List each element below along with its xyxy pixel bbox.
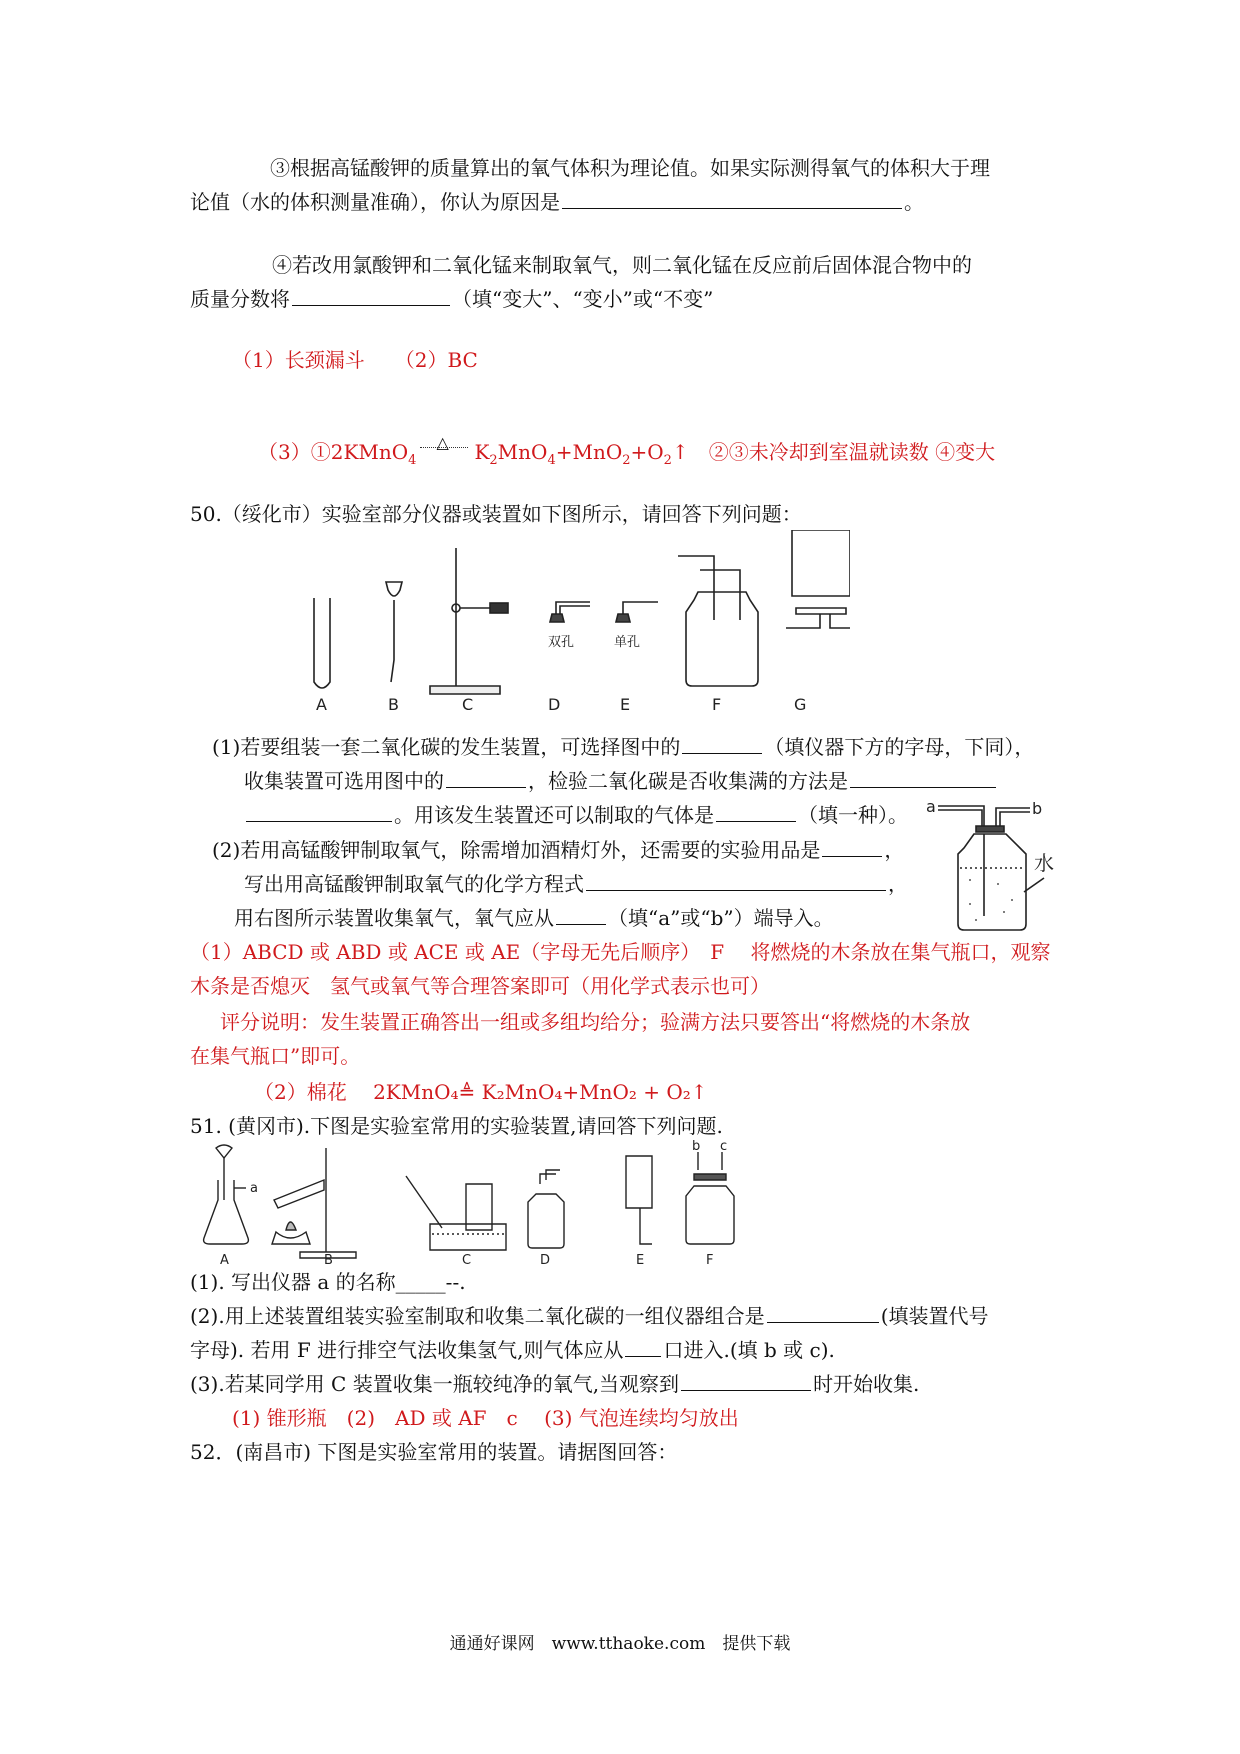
question-text: （填仪器下方的字母，下同）， — [764, 735, 1035, 759]
q49-part4-end: （填“变大”、“变小”或“不变” — [452, 287, 714, 311]
answer-blank[interactable] — [716, 801, 796, 822]
question-text: （填“a”或“b”）端导入。 — [608, 906, 834, 930]
water-label: 水 — [1034, 851, 1054, 875]
answer-text: ↑ ②③未冷却到室温就读数 ④变大 — [671, 440, 996, 464]
answer-text: （3）①2KMnO — [258, 440, 409, 464]
subscript: 4 — [408, 453, 417, 468]
q50-line3 — [244, 801, 908, 829]
figure-label-g: G — [794, 695, 807, 714]
figure-label-d: D — [540, 1253, 551, 1268]
figure-label-d: D — [548, 695, 561, 714]
label-c: c — [720, 1140, 728, 1154]
question-text: ， — [884, 838, 905, 862]
figure-label-f: F — [706, 1253, 714, 1268]
q50-line1 — [212, 733, 1034, 761]
figure-label-b: B — [388, 695, 399, 714]
answer-blank[interactable] — [562, 188, 902, 209]
answer-blank[interactable] — [681, 1370, 811, 1391]
q49-part4-line1: ④若改用氯酸钾和二氧化锰来制取氧气，则二氧化锰在反应前后固体混合物中的 — [272, 253, 972, 277]
port-a-label: a — [926, 800, 936, 816]
question-text: ，检验二氧化碳是否收集满的方法是 — [528, 769, 848, 793]
figure-label-f: F — [712, 695, 722, 714]
delta-symbol: △ — [436, 433, 449, 452]
answer-blank[interactable] — [446, 767, 526, 788]
answer-text: +O — [630, 440, 664, 464]
q49-part3-text: 论值（水的体积测量准确），你认为原因是 — [190, 190, 560, 214]
arrow-line — [420, 447, 468, 448]
q50-answer-line2: 木条是否熄灭 氢气或氧气等合理答案即可（用化学式表示也可） — [190, 974, 770, 998]
q49-part3-line1: ③根据高锰酸钾的质量算出的氧气体积为理论值。如果实际测得氧气的体积大于理 — [270, 156, 990, 180]
gas-bottle-icon — [678, 556, 714, 620]
q50-side-bottle-figure — [920, 800, 1060, 940]
funnel-icon — [386, 582, 402, 596]
double-hole-stopper-icon — [550, 614, 564, 622]
q49-answer-line2 — [258, 433, 996, 475]
question-text: (2)若用高锰酸钾制取氧气，除需增加酒精灯外，还需要的实验用品是 — [212, 838, 821, 862]
question-text: 时开始收集. — [813, 1372, 920, 1396]
question-text: 字母). 若用 F 进行排空气法收集氢气,则气体应从 — [190, 1338, 624, 1362]
alcohol-lamp-icon — [286, 1222, 296, 1230]
q51-line4 — [190, 1370, 919, 1398]
single-hole-stopper-icon — [616, 614, 630, 622]
figure-label-a: A — [220, 1253, 229, 1268]
question-text: 收集装置可选用图中的 — [244, 769, 444, 793]
subscript: 2 — [622, 453, 631, 468]
answer-text: K — [474, 440, 490, 464]
question-text: 。用该发生装置还可以制取的气体是 — [394, 803, 714, 827]
question-text: ， — [888, 872, 908, 896]
q50-apparatus-figure — [290, 530, 850, 720]
q51-line3 — [190, 1336, 835, 1364]
figure-label-e: E — [636, 1253, 645, 1268]
question-text: 写出用高锰酸钾制取氧气的化学方程式 — [244, 872, 584, 896]
figure-label-c: C — [462, 1253, 472, 1268]
delivery-tube — [406, 1176, 442, 1228]
q51-line1: (1). 写出仪器 a 的名称_____--. — [190, 1270, 466, 1294]
q50-answer-line3: 评分说明：发生装置正确答出一组或多组均给分；验满方法只要答出“将燃烧的木条放 — [220, 1010, 971, 1034]
q49-answer-line1: （1）长颈漏斗 （2）BC — [232, 348, 478, 372]
conical-flask-icon — [204, 1180, 249, 1244]
q51-title: 51. (黄冈市).下图是实验室常用的实验装置,请回答下列问题. — [190, 1114, 723, 1138]
q49-part3-end: 。 — [904, 190, 924, 214]
question-text: (3).若某同学用 C 装置收集一瓶较纯净的氧气,当观察到 — [190, 1372, 680, 1396]
gas-jar-e-icon — [626, 1156, 652, 1208]
subscript: 4 — [547, 453, 556, 468]
question-text: (填装置代号 — [880, 1304, 989, 1328]
gas-jar-d-icon — [528, 1194, 564, 1248]
stopper-d-label: 双孔 — [548, 635, 575, 650]
gas-jar-f-icon — [686, 1186, 734, 1244]
figure-label-a: A — [316, 695, 327, 714]
question-text: (1)若要组装一套二氧化碳的发生装置，可选择图中的 — [212, 735, 681, 759]
inverted-bottle-icon — [792, 530, 850, 596]
q52-title: 52．(南昌市) 下图是实验室常用的装置。请据图回答： — [190, 1440, 678, 1464]
q51-answer: (1) 锥形瓶 (2) AD 或 AF c (3) 气泡连续均匀放出 — [232, 1406, 739, 1430]
answer-blank[interactable] — [682, 733, 762, 754]
answer-blank[interactable] — [767, 1302, 879, 1323]
q50-line5 — [244, 870, 908, 898]
question-text: （填一种）。 — [798, 803, 908, 827]
answer-blank[interactable] — [246, 801, 392, 822]
answer-text: +MnO — [555, 440, 623, 464]
figure-label-b: B — [324, 1253, 333, 1268]
page-footer: 通通好课网 www.tthaoke.com 提供下载 — [449, 1634, 791, 1654]
q49-part4-text: 质量分数将 — [190, 287, 290, 311]
q50-title: 50.（绥化市）实验室部分仪器或装置如下图所示，请回答下列问题： — [190, 502, 802, 526]
q50-answer-line5: （2）棉花 2KMnO₄≜ K₂MnO₄+MnO₂ + O₂↑ — [254, 1080, 708, 1104]
q50-answer-line1: （1）ABCD 或 ABD 或 ACE 或 AE（字母无先后顺序） F 将燃烧的木条放在集气瓶口，观察 — [190, 940, 1051, 964]
stopper-e-label: 单孔 — [614, 635, 641, 650]
figure-label-c: C — [462, 695, 474, 714]
answer-blank[interactable] — [586, 870, 886, 891]
port-b-label: b — [1032, 800, 1043, 818]
subscript: 2 — [489, 453, 498, 468]
label-a: a — [250, 1181, 258, 1196]
answer-blank[interactable] — [292, 285, 450, 306]
answer-text: MnO — [497, 440, 548, 464]
answer-blank[interactable] — [850, 767, 996, 788]
q49-part4-line2 — [190, 285, 713, 313]
label-b: b — [692, 1140, 701, 1154]
subscript: 2 — [663, 453, 672, 468]
answer-blank[interactable] — [556, 904, 606, 925]
test-tube-icon — [314, 598, 330, 688]
q50-line4 — [212, 836, 904, 864]
q49-part3-line2 — [190, 188, 924, 216]
funnel-icon — [216, 1145, 232, 1158]
question-text: (2).用上述装置组装实验室制取和收集二氧化碳的一组仪器组合是 — [190, 1304, 765, 1328]
question-text: 用右图所示装置收集氧气，氧气应从 — [234, 906, 554, 930]
q51-apparatus-figure — [196, 1140, 816, 1270]
q50-line6 — [234, 904, 834, 932]
answer-blank[interactable] — [625, 1336, 661, 1357]
figure-label-e: E — [620, 695, 631, 714]
q50-line2 — [244, 767, 998, 795]
question-text: 口进入.(填 b 或 c). — [663, 1338, 835, 1362]
answer-blank[interactable] — [822, 836, 882, 857]
q50-answer-line4: 在集气瓶口”即可。 — [190, 1044, 361, 1068]
q51-line2 — [190, 1302, 989, 1330]
